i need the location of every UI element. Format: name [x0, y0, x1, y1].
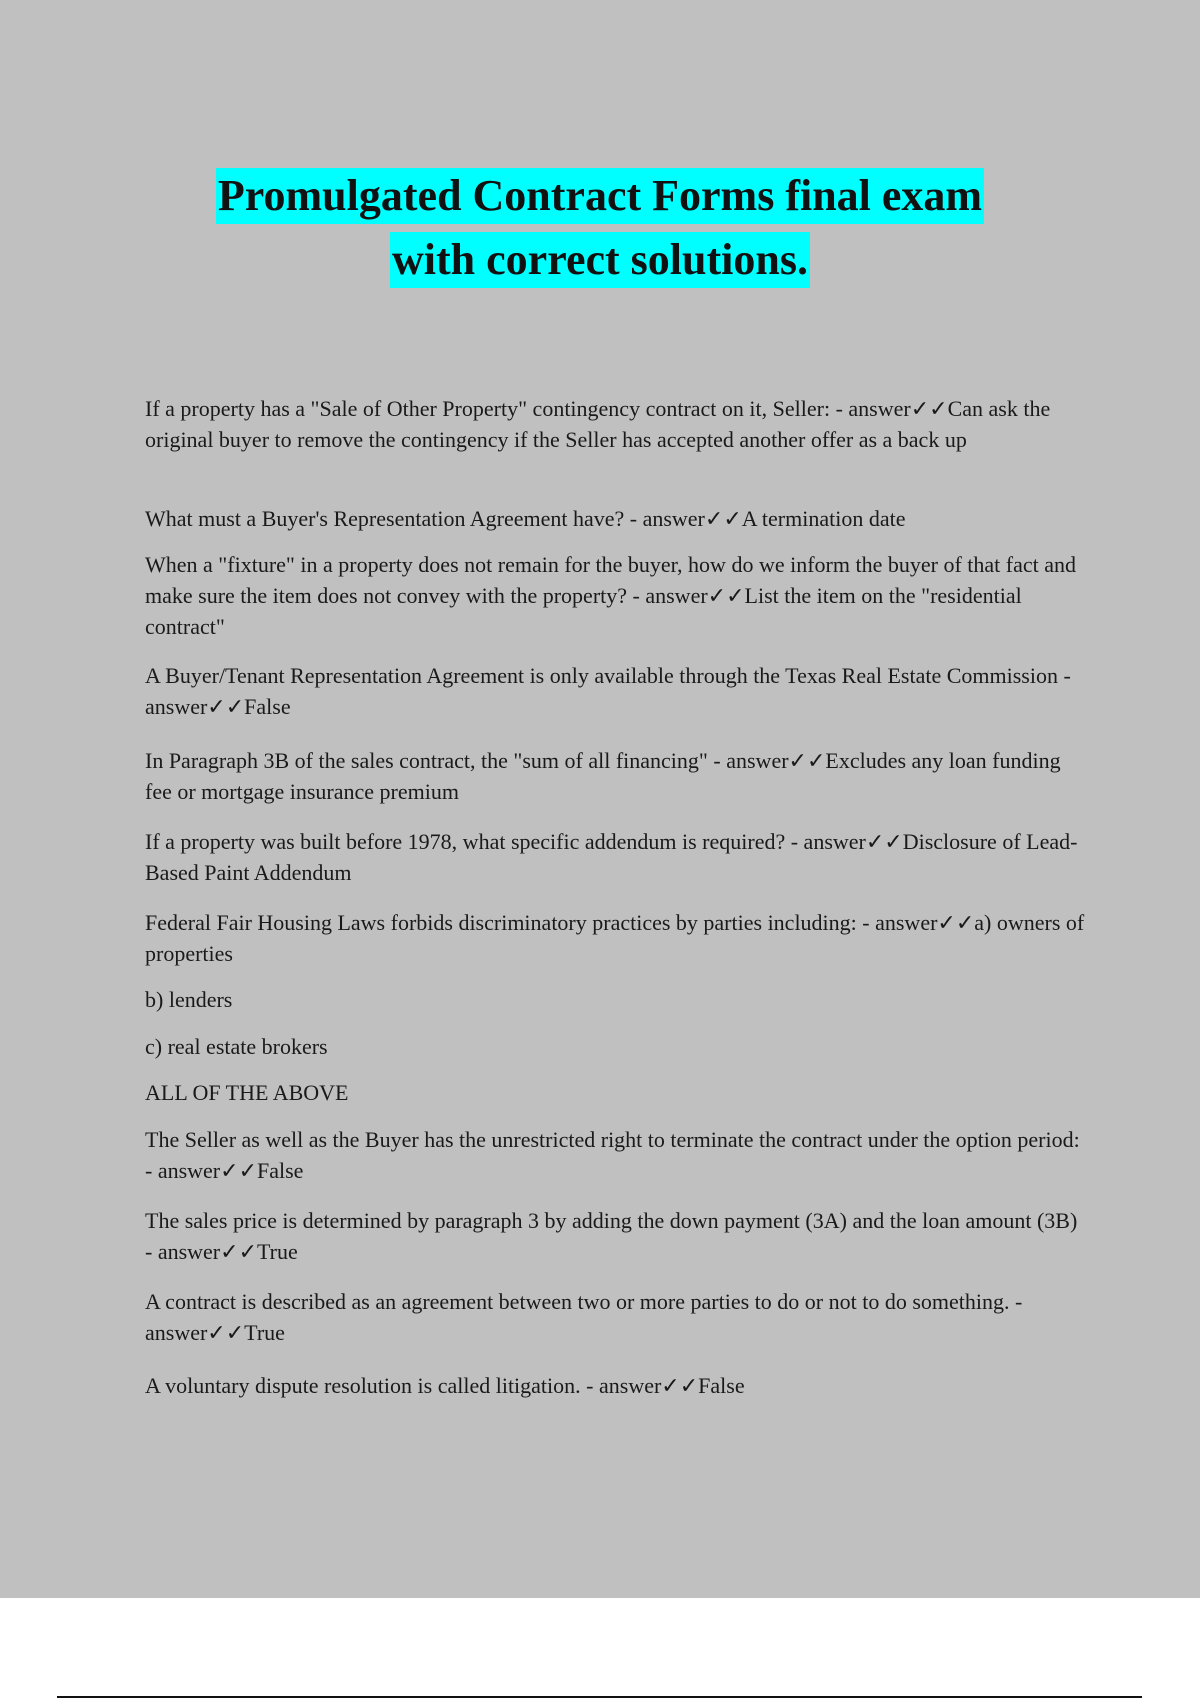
document-title: [0, 168, 1200, 288]
qa-item: If a property was built before 1978, what specific addendum is required? - answer✓✓Disclosure of Lead-Based Paint Addendum: [145, 829, 1078, 885]
qa-item: ALL OF THE ABOVE: [145, 1080, 349, 1105]
footer-divider: [57, 1696, 1142, 1698]
qa-item: b) lenders: [145, 987, 233, 1012]
qa-item: In Paragraph 3B of the sales contract, the "sum of all financing" - answer✓✓Excludes any loan funding fee or mortgage insurance premium: [145, 748, 1061, 804]
qa-item: When a "fixture" in a property does not remain for the buyer, how do we inform the buyer of that fact and make sure the item does not convey with the property? - answer✓✓List the item on the "residential contract": [145, 552, 1076, 639]
qa-item: A contract is described as an agreement between two or more parties to do or not to do something. - answer✓✓True: [145, 1289, 1023, 1345]
qa-item: The Seller as well as the Buyer has the unrestricted right to terminate the contract under the option period: - answer✓✓False: [145, 1127, 1080, 1183]
qa-item: A Buyer/Tenant Representation Agreement is only available through the Texas Real Estate Commission - answer✓✓False: [145, 663, 1071, 719]
qa-item: c) real estate brokers: [145, 1034, 328, 1059]
title-line-2: with correct solutions.: [390, 232, 810, 288]
qa-item: If a property has a "Sale of Other Property" contingency contract on it, Seller: - answer✓✓Can ask the original buyer to remove the contingency if the Seller has accepted another offer as a back up: [145, 396, 1051, 452]
qa-item: Federal Fair Housing Laws forbids discriminatory practices by parties including: - answer✓✓a) owners of properties: [145, 910, 1085, 966]
qa-item: A voluntary dispute resolution is called litigation. - answer✓✓False: [145, 1373, 745, 1398]
title-line-1: Promulgated Contract Forms final exam: [216, 168, 984, 224]
qa-item: What must a Buyer's Representation Agreement have? - answer✓✓A termination date: [145, 506, 906, 531]
qa-item: The sales price is determined by paragraph 3 by adding the down payment (3A) and the loan amount (3B) - answer✓✓True: [145, 1208, 1078, 1264]
